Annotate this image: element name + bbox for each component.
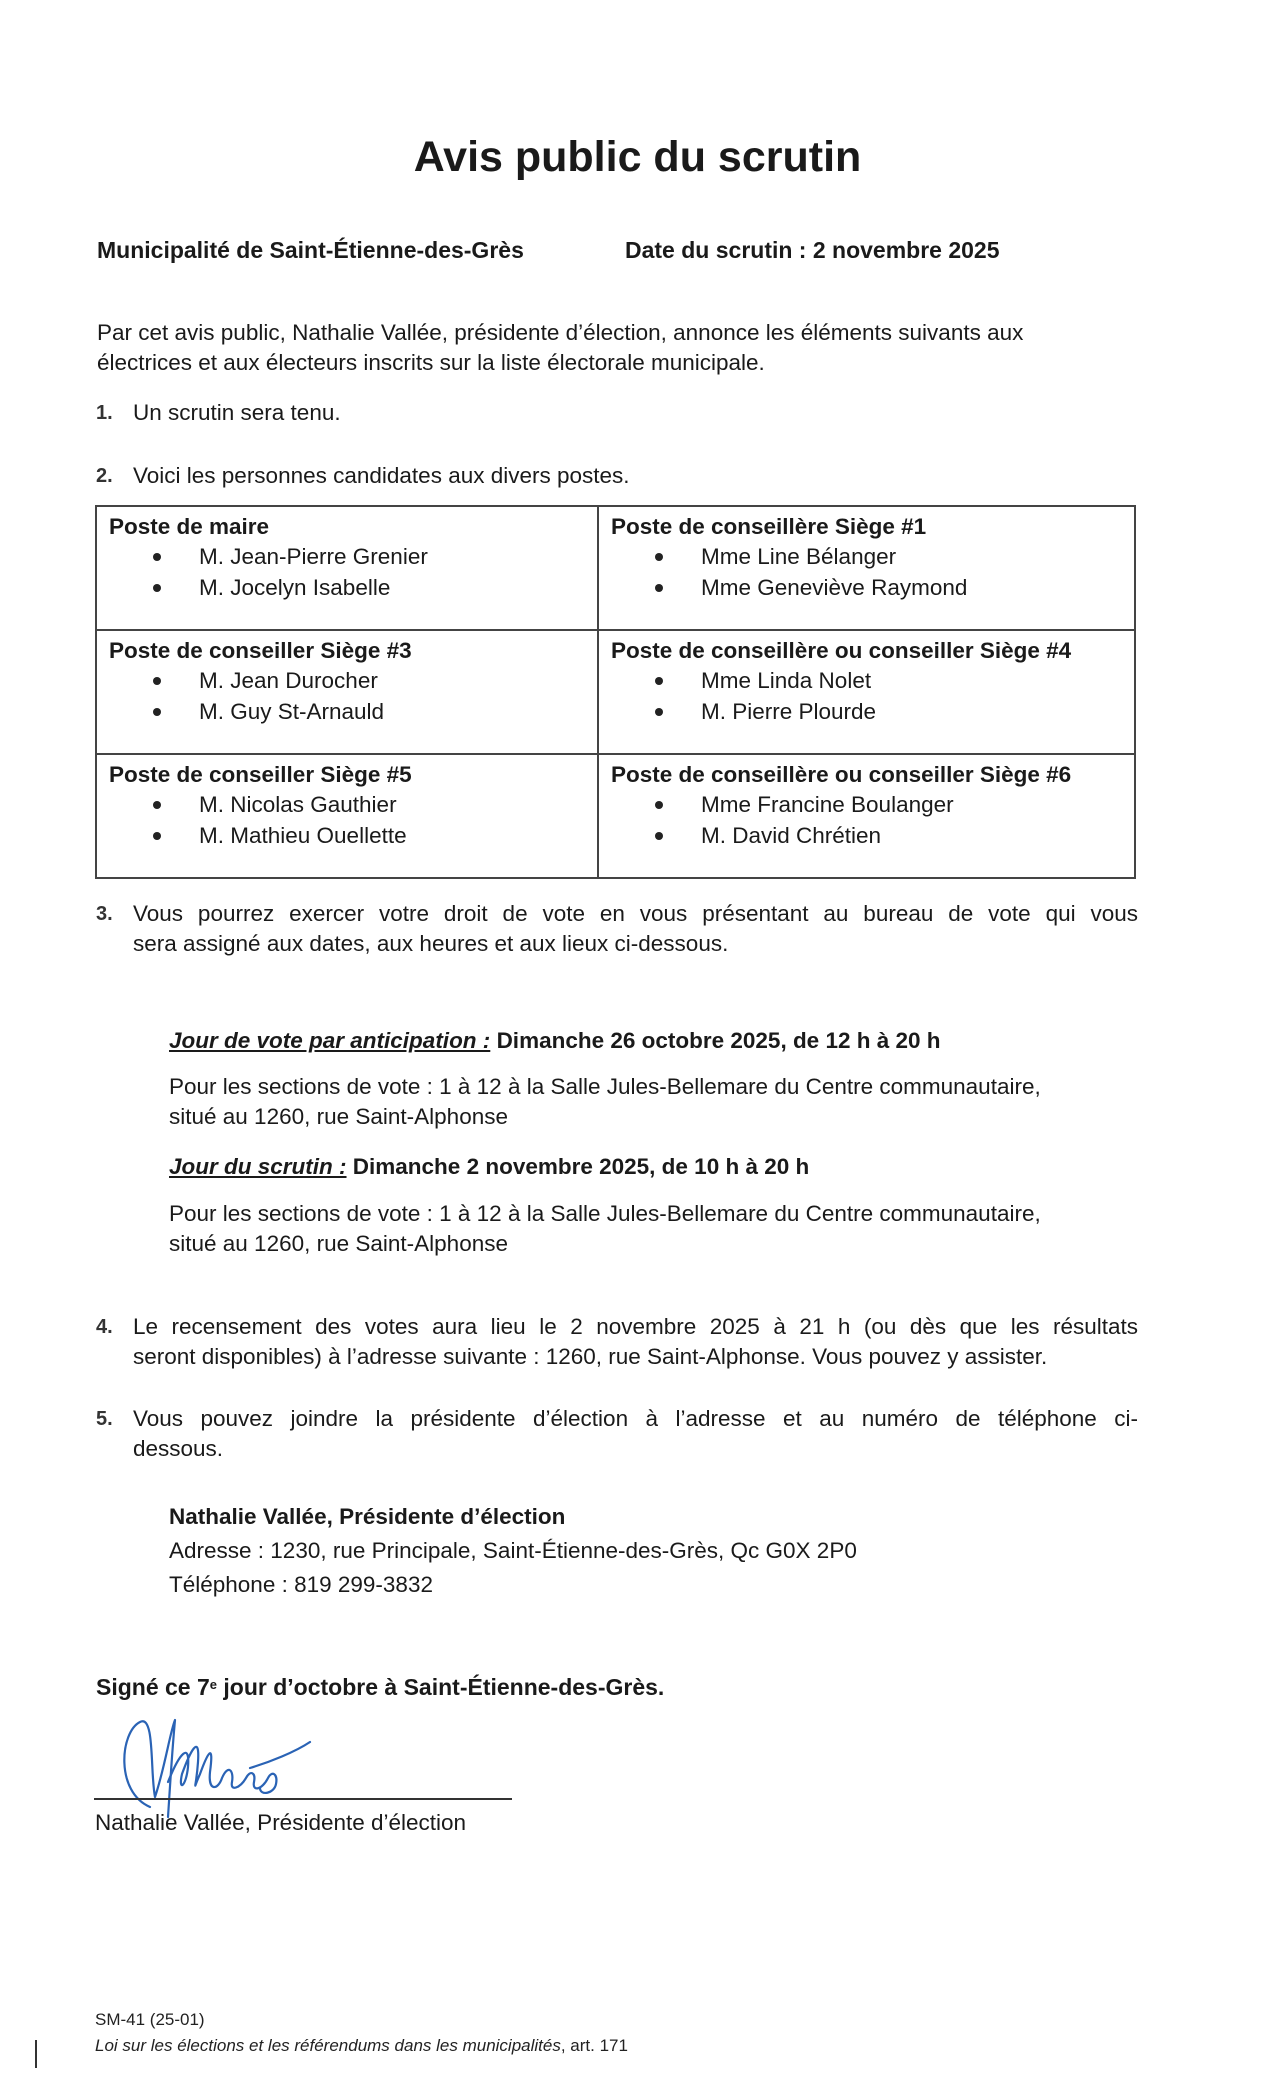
advance-vote-location: Pour les sections de vote : 1 à 12 à la Salle Jules-Bellemare du Centre communautaire, situé au 1260, rue Saint-Alphonse bbox=[169, 1074, 1041, 1129]
candidate: M. Mathieu Ouellette bbox=[109, 820, 597, 851]
signed-statement: Signé ce 7e jour d’octobre à Saint-Étienne-des-Grès. bbox=[96, 1674, 665, 1700]
item-text: Le recensement des votes aura lieu le 2 novembre 2025 à 21 h (ou dès que les résultats seront disponibles) à l’adresse suivante : 1260, rue Saint-Alphonse. Vous pouvez y assister. bbox=[133, 1314, 1138, 1369]
position-title: Poste de conseillère ou conseiller Siège #4 bbox=[611, 638, 1072, 663]
position-title: Poste de conseillère Siège #1 bbox=[611, 514, 927, 539]
intro-paragraph bbox=[97, 318, 1138, 378]
municipality-name: Municipalité de Saint-Étienne-des-Grès bbox=[97, 237, 524, 263]
position-cell bbox=[598, 754, 1135, 878]
position-cell bbox=[598, 630, 1135, 754]
table-row bbox=[96, 506, 1135, 630]
signer-name: Nathalie Vallée, Présidente d’élection bbox=[95, 1810, 467, 1835]
schedule-value: Dimanche 26 octobre 2025, de 12 h à 20 h bbox=[496, 1028, 941, 1053]
position-title: Poste de conseillère ou conseiller Siège #6 bbox=[611, 762, 1072, 787]
candidate: M. Jocelyn Isabelle bbox=[109, 572, 597, 603]
item-text: Vous pouvez joindre la présidente d’élection à l’adresse et au numéro de téléphone ci- dessous. bbox=[133, 1406, 1138, 1461]
contact-phone: Téléphone : 819 299-3832 bbox=[169, 1572, 433, 1597]
bullet-icon bbox=[655, 708, 663, 716]
advance-vote-day bbox=[169, 1026, 941, 1056]
position-cell bbox=[96, 506, 598, 630]
candidate: Mme Francine Boulanger bbox=[611, 789, 1134, 820]
bullet-icon bbox=[153, 584, 161, 592]
item-text: Vous pourrez exercer votre droit de vote en vous présentant au bureau de vote qui vous sera assigné aux dates, aux heures et aux lieux ci-dessous. bbox=[133, 901, 1138, 956]
position-title: Poste de conseiller Siège #5 bbox=[109, 762, 412, 787]
table-row bbox=[96, 630, 1135, 754]
candidate: Mme Geneviève Raymond bbox=[611, 572, 1134, 603]
item-number: 1. bbox=[96, 402, 113, 424]
bullet-icon bbox=[655, 677, 663, 685]
item-text: Un scrutin sera tenu. bbox=[133, 400, 341, 425]
candidate: M. Guy St-Arnauld bbox=[109, 696, 597, 727]
item-number: 3. bbox=[96, 903, 113, 925]
candidate: M. Jean Durocher bbox=[109, 665, 597, 696]
bullet-icon bbox=[655, 832, 663, 840]
position-title: Poste de maire bbox=[109, 514, 270, 539]
bullet-icon bbox=[655, 584, 663, 592]
position-title: Poste de conseiller Siège #3 bbox=[109, 638, 412, 663]
bullet-icon bbox=[153, 677, 161, 685]
candidates-table bbox=[95, 505, 1136, 879]
form-code: SM-41 (25-01) bbox=[95, 2010, 205, 2029]
table-row bbox=[96, 754, 1135, 878]
bullet-icon bbox=[153, 553, 161, 561]
bullet-icon bbox=[153, 832, 161, 840]
handwritten-signature bbox=[110, 1712, 330, 1822]
intro-line-1: Par cet avis public, Nathalie Vallée, présidente d’élection, annonce les éléments suivants aux bbox=[97, 320, 1024, 345]
contact-address: Adresse : 1230, rue Principale, Saint-Étienne-des-Grès, Qc G0X 2P0 bbox=[169, 1538, 857, 1563]
vote-date: Date du scrutin : 2 novembre 2025 bbox=[625, 237, 1000, 263]
position-cell bbox=[598, 506, 1135, 630]
bullet-icon bbox=[655, 801, 663, 809]
signature-line bbox=[94, 1798, 512, 1800]
contact-name: Nathalie Vallée, Présidente d’élection bbox=[169, 1504, 566, 1529]
candidate: Mme Linda Nolet bbox=[611, 665, 1134, 696]
candidate: M. Pierre Plourde bbox=[611, 696, 1134, 727]
bullet-icon bbox=[153, 801, 161, 809]
schedule-value: Dimanche 2 novembre 2025, de 10 h à 20 h bbox=[352, 1154, 810, 1179]
bullet-icon bbox=[655, 553, 663, 561]
intro-line-2: électrices et aux électeurs inscrits sur la liste électorale municipale. bbox=[97, 350, 765, 375]
contact-block bbox=[169, 1500, 857, 1602]
margin-bar bbox=[35, 2040, 37, 2068]
candidate: M. Jean-Pierre Grenier bbox=[109, 541, 597, 572]
bullet-icon bbox=[153, 708, 161, 716]
election-day-location: Pour les sections de vote : 1 à 12 à la Salle Jules-Bellemare du Centre communautaire, situé au 1260, rue Saint-Alphonse bbox=[169, 1201, 1041, 1256]
position-cell bbox=[96, 754, 598, 878]
item-number: 4. bbox=[96, 1316, 113, 1338]
schedule-label: Jour de vote par anticipation : bbox=[169, 1028, 491, 1053]
item-number: 5. bbox=[96, 1408, 113, 1430]
position-cell bbox=[96, 630, 598, 754]
schedule-label: Jour du scrutin : bbox=[169, 1154, 347, 1179]
election-day bbox=[169, 1152, 809, 1182]
candidate: M. David Chrétien bbox=[611, 820, 1134, 851]
item-number: 2. bbox=[96, 465, 113, 487]
law-reference: Loi sur les élections et les référendums dans les municipalités, art. 171 bbox=[95, 2036, 628, 2055]
page-title: Avis public du scrutin bbox=[413, 133, 862, 181]
item-text: Voici les personnes candidates aux divers postes. bbox=[133, 463, 630, 488]
candidate: Mme Line Bélanger bbox=[611, 541, 1134, 572]
candidate: M. Nicolas Gauthier bbox=[109, 789, 597, 820]
